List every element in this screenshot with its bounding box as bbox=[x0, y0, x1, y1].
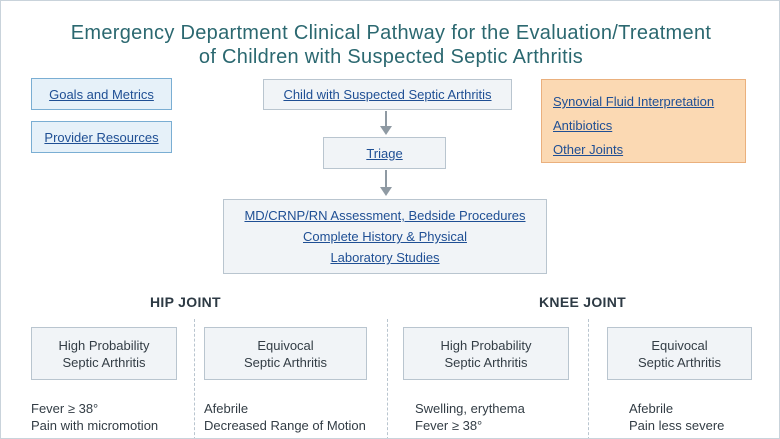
triage-link[interactable]: Triage bbox=[366, 145, 403, 161]
hip-equivocal-label-1: Equivocal bbox=[257, 337, 314, 353]
hip-high-probability-box[interactable] bbox=[31, 327, 177, 380]
criteria-item: Fever ≥ 38° bbox=[31, 401, 99, 416]
section-divider bbox=[387, 319, 388, 439]
arrow-shaft-2 bbox=[385, 170, 387, 188]
criteria-item: Decreased Range of Motion bbox=[204, 418, 366, 433]
provider-resources-box[interactable] bbox=[31, 121, 172, 153]
antibiotics-link[interactable]: Antibiotics bbox=[553, 118, 613, 133]
assessment-procedures-link[interactable]: MD/CRNP/RN Assessment, Bedside Procedures bbox=[244, 208, 526, 223]
laboratory-studies-link[interactable]: Laboratory Studies bbox=[330, 250, 440, 265]
criteria-item: Pain less severe bbox=[629, 418, 725, 433]
knee-equivocal-box[interactable] bbox=[607, 327, 752, 380]
hip-equivocal-criteria bbox=[204, 400, 366, 434]
hip-divider bbox=[194, 319, 195, 439]
reference-links-box bbox=[541, 79, 746, 163]
hip-high-label-2: Septic Arthritis bbox=[62, 354, 146, 370]
hip-high-label-1: High Probability bbox=[58, 337, 150, 353]
knee-high-label-2: Septic Arthritis bbox=[444, 354, 528, 370]
hip-equivocal-box[interactable] bbox=[204, 327, 367, 380]
knee-joint-heading: KNEE JOINT bbox=[539, 294, 627, 310]
provider-resources-link[interactable]: Provider Resources bbox=[44, 129, 159, 145]
hip-high-criteria bbox=[31, 400, 158, 434]
page-title bbox=[1, 21, 780, 69]
hip-joint-heading: HIP JOINT bbox=[150, 294, 221, 310]
knee-equivocal-label-1: Equivocal bbox=[651, 337, 708, 353]
knee-high-label-1: High Probability bbox=[440, 337, 532, 353]
goals-metrics-box[interactable] bbox=[31, 78, 172, 110]
criteria-item: Pain with micromotion bbox=[31, 418, 159, 433]
arrow-head-1 bbox=[380, 126, 392, 135]
criteria-item: Afebrile bbox=[204, 401, 249, 416]
criteria-item: Fever ≥ 38° bbox=[415, 418, 483, 433]
arrow-head-2 bbox=[380, 187, 392, 196]
criteria-item: Swelling, erythema bbox=[415, 401, 525, 416]
assessment-node bbox=[223, 199, 547, 274]
title-line-2: of Children with Suspected Septic Arthritis bbox=[198, 46, 584, 68]
synovial-fluid-link[interactable]: Synovial Fluid Interpretation bbox=[553, 94, 715, 109]
knee-high-probability-box[interactable] bbox=[403, 327, 569, 380]
triage-node[interactable] bbox=[323, 137, 446, 169]
other-joints-link[interactable]: Other Joints bbox=[553, 142, 624, 157]
knee-equivocal-criteria bbox=[629, 400, 724, 434]
history-physical-link[interactable]: Complete History & Physical bbox=[303, 229, 467, 244]
suspected-septic-arthritis-link[interactable]: Child with Suspected Septic Arthritis bbox=[283, 87, 492, 102]
hip-equivocal-label-2: Septic Arthritis bbox=[243, 354, 328, 370]
goals-metrics-link[interactable]: Goals and Metrics bbox=[49, 86, 154, 102]
criteria-item: Afebrile bbox=[629, 401, 674, 416]
start-node[interactable] bbox=[263, 79, 512, 110]
knee-equivocal-label-2: Septic Arthritis bbox=[637, 354, 722, 370]
arrow-shaft-1 bbox=[385, 111, 387, 127]
knee-divider bbox=[588, 319, 589, 439]
title-line-1: Emergency Department Clinical Pathway for the Evaluation/Treatment bbox=[70, 22, 712, 44]
knee-high-criteria bbox=[415, 400, 525, 434]
